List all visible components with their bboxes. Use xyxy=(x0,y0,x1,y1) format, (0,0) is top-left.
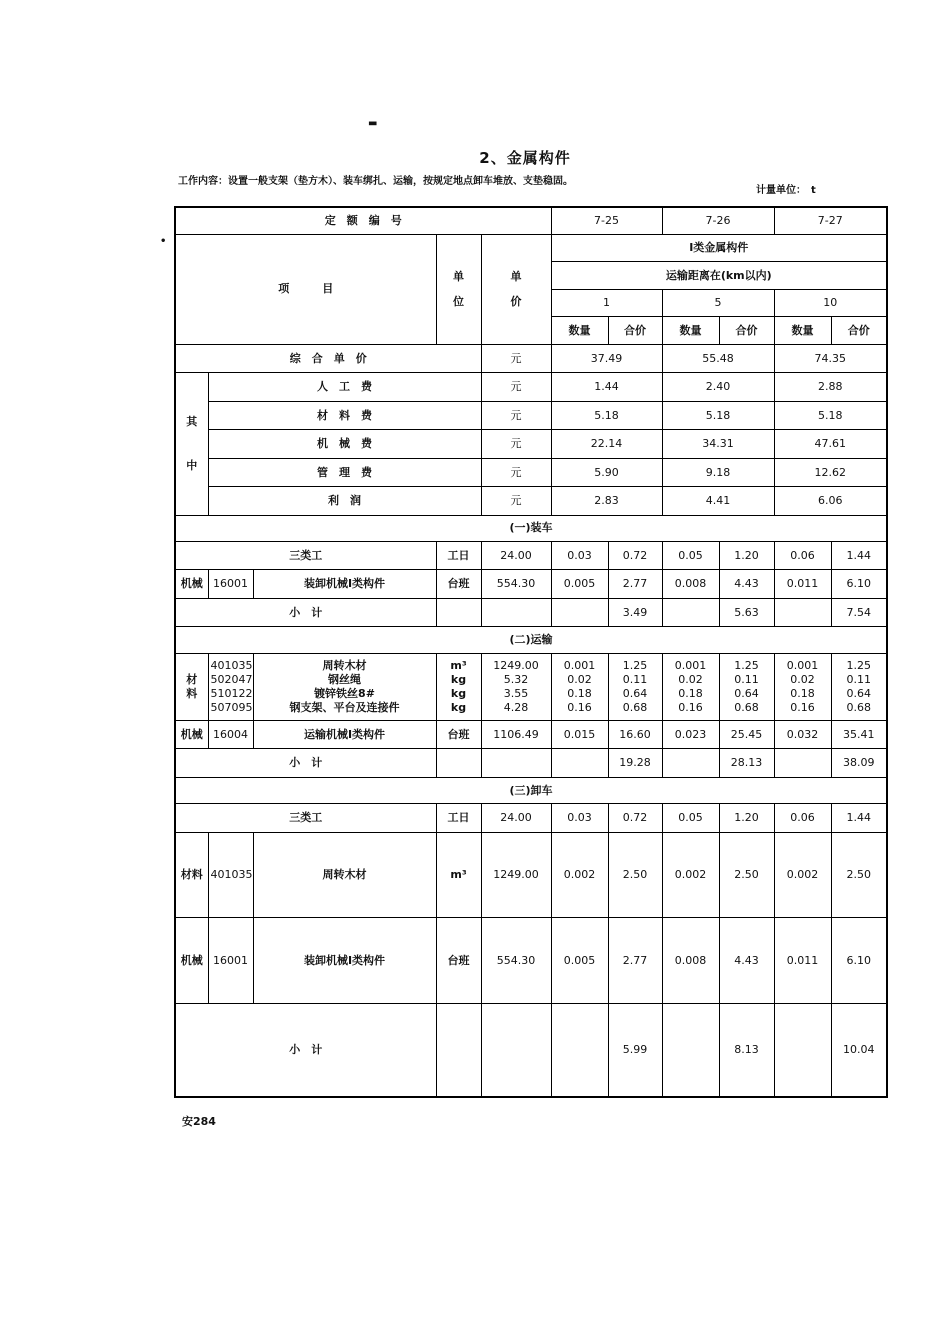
row-qty: 0.03 xyxy=(551,804,608,832)
cost-row-material xyxy=(175,401,887,429)
row-name: 运输机械Ⅰ类构件 xyxy=(253,720,436,748)
row-unit: m³ kg kg kg xyxy=(436,653,481,720)
row-name: 周转木材 钢丝绳 镀锌铁丝8# 钢支架、平台及连接件 xyxy=(253,653,436,720)
row-qty: 0.002 xyxy=(551,832,608,917)
row-qty: 0.011 xyxy=(774,918,831,1003)
row-code: 16004 xyxy=(208,720,253,748)
cost-unit: 元 xyxy=(481,401,551,429)
qty-header: 数量 xyxy=(662,317,719,344)
section-unloading xyxy=(175,777,887,803)
cost-value: 2.40 xyxy=(662,373,774,401)
category-label: Ⅰ类金属构件 xyxy=(551,234,887,261)
row-qty: 0.011 xyxy=(774,570,831,598)
transport-subtotal-row xyxy=(175,749,887,777)
row-total: 2.50 xyxy=(831,832,887,917)
qty-header: 数量 xyxy=(551,317,608,344)
subtotal-value: 28.13 xyxy=(719,749,774,777)
row-code: 16001 xyxy=(208,918,253,1003)
page-title: 2、金属构件 xyxy=(479,149,571,167)
row-total: 2.77 xyxy=(608,918,662,1003)
cost-value: 34.31 xyxy=(662,430,774,458)
row-qty: 0.001 0.02 0.18 0.16 xyxy=(551,653,608,720)
row-total: 25.45 xyxy=(719,720,774,748)
transport-machine-row xyxy=(175,720,887,748)
quota-table xyxy=(174,206,888,1098)
transport-material-row xyxy=(175,653,887,720)
unloading-subtotal-row xyxy=(175,1003,887,1097)
subtotal-label: 小 计 xyxy=(175,598,436,626)
cost-unit: 元 xyxy=(481,487,551,515)
total-header: 合价 xyxy=(608,317,662,344)
cost-value: 5.90 xyxy=(551,458,662,486)
row-qty: 0.002 xyxy=(774,832,831,917)
cost-unit: 元 xyxy=(481,373,551,401)
cost-value: 1.44 xyxy=(551,373,662,401)
cost-row-management xyxy=(175,458,887,486)
cost-label: 人 工 费 xyxy=(208,373,481,401)
row-category: 机械 xyxy=(175,720,208,748)
price-header: 单 价 xyxy=(481,234,551,344)
row-price: 554.30 xyxy=(481,570,551,598)
row-total: 4.43 xyxy=(719,918,774,1003)
cost-label: 材 料 费 xyxy=(208,401,481,429)
row-qty: 0.005 xyxy=(551,570,608,598)
distance-5: 5 xyxy=(662,289,774,316)
total-header: 合价 xyxy=(831,317,887,344)
code-7-27: 7-27 xyxy=(774,207,887,234)
row-total: 1.25 0.11 0.64 0.68 xyxy=(831,653,887,720)
row-qty: 0.001 0.02 0.18 0.16 xyxy=(774,653,831,720)
row-total: 1.25 0.11 0.64 0.68 xyxy=(608,653,662,720)
unloading-labor-row xyxy=(175,804,887,832)
row-price: 1249.00 xyxy=(481,832,551,917)
subtotal-value: 3.49 xyxy=(608,598,662,626)
row-total: 1.20 xyxy=(719,542,774,570)
row-total: 6.10 xyxy=(831,570,887,598)
work-content: 工作内容：设置一般支架（垫方木）、装车绑扎、运输，按规定地点卸车堆放、支垫稳固。 xyxy=(178,176,573,187)
section-transport xyxy=(175,627,887,653)
row-qty: 0.05 xyxy=(662,804,719,832)
row-total: 2.77 xyxy=(608,570,662,598)
row-name: 装卸机械Ⅰ类构件 xyxy=(253,570,436,598)
cost-row-labor xyxy=(175,373,887,401)
row-total: 1.44 xyxy=(831,542,887,570)
section-title: (三)卸车 xyxy=(175,777,887,803)
row-name: 装卸机械Ⅰ类构件 xyxy=(253,918,436,1003)
cost-value: 4.41 xyxy=(662,487,774,515)
labor-name: 三类工 xyxy=(175,804,436,832)
distance-10: 10 xyxy=(774,289,887,316)
cost-unit: 元 xyxy=(481,458,551,486)
loading-labor-row xyxy=(175,542,887,570)
row-qty: 0.008 xyxy=(662,570,719,598)
row-unit: 台班 xyxy=(436,720,481,748)
code-7-26: 7-26 xyxy=(662,207,774,234)
cost-value: 9.18 xyxy=(662,458,774,486)
loading-subtotal-row xyxy=(175,598,887,626)
cost-value: 5.18 xyxy=(774,401,887,429)
row-unit: 台班 xyxy=(436,918,481,1003)
subtotal-value: 10.04 xyxy=(831,1003,887,1097)
composite-label: 综 合 单 价 xyxy=(175,344,481,372)
unit-header: 单 位 xyxy=(436,234,481,344)
cost-label: 管 理 费 xyxy=(208,458,481,486)
row-qty: 0.032 xyxy=(774,720,831,748)
scan-mark: • xyxy=(160,236,167,247)
among-label: 其 中 xyxy=(175,373,208,515)
row-qty: 0.023 xyxy=(662,720,719,748)
row-total: 2.50 xyxy=(719,832,774,917)
cost-value: 22.14 xyxy=(551,430,662,458)
row-category: 机械 xyxy=(175,570,208,598)
subtotal-label: 小 计 xyxy=(175,1003,436,1097)
total-header: 合价 xyxy=(719,317,774,344)
row-qty: 0.001 0.02 0.18 0.16 xyxy=(662,653,719,720)
subtotal-label: 小 计 xyxy=(175,749,436,777)
code-7-25: 7-25 xyxy=(551,207,662,234)
item-label: 项 目 xyxy=(175,234,436,344)
section-loading xyxy=(175,515,887,541)
cost-label: 利 润 xyxy=(208,487,481,515)
row-total: 1.44 xyxy=(831,804,887,832)
row-unit: m³ xyxy=(436,832,481,917)
row-total: 4.43 xyxy=(719,570,774,598)
cost-value: 2.88 xyxy=(774,373,887,401)
row-total: 16.60 xyxy=(608,720,662,748)
header-category-row xyxy=(175,234,887,261)
composite-unit: 元 xyxy=(481,344,551,372)
row-qty: 0.002 xyxy=(662,832,719,917)
row-price: 24.00 xyxy=(481,804,551,832)
cost-row-machine xyxy=(175,430,887,458)
row-qty: 0.015 xyxy=(551,720,608,748)
row-name: 周转木材 xyxy=(253,832,436,917)
row-qty: 0.005 xyxy=(551,918,608,1003)
subtotal-value: 19.28 xyxy=(608,749,662,777)
row-code: 401035 xyxy=(208,832,253,917)
distance-label: 运输距离在(km以内) xyxy=(551,262,887,289)
labor-name: 三类工 xyxy=(175,542,436,570)
composite-value: 55.48 xyxy=(662,344,774,372)
subtotal-value: 5.63 xyxy=(719,598,774,626)
cost-value: 2.83 xyxy=(551,487,662,515)
row-code: 401035 502047 510122 507095 xyxy=(208,653,253,720)
row-code: 16001 xyxy=(208,570,253,598)
row-unit: 台班 xyxy=(436,570,481,598)
row-total: 6.10 xyxy=(831,918,887,1003)
composite-price-row xyxy=(175,344,887,372)
cost-unit: 元 xyxy=(481,430,551,458)
row-qty: 0.06 xyxy=(774,542,831,570)
row-total: 2.50 xyxy=(608,832,662,917)
section-title: (一)装车 xyxy=(175,515,887,541)
header-code-row xyxy=(175,207,887,234)
composite-value: 74.35 xyxy=(774,344,887,372)
composite-value: 37.49 xyxy=(551,344,662,372)
distance-1: 1 xyxy=(551,289,662,316)
cost-row-profit xyxy=(175,487,887,515)
cost-value: 5.18 xyxy=(551,401,662,429)
loading-machine-row xyxy=(175,570,887,598)
subtotal-value: 7.54 xyxy=(831,598,887,626)
row-category: 机械 xyxy=(175,918,208,1003)
row-total: 35.41 xyxy=(831,720,887,748)
subtotal-value: 8.13 xyxy=(719,1003,774,1097)
row-category: 材 料 xyxy=(175,653,208,720)
row-total: 0.72 xyxy=(608,542,662,570)
unloading-machine-row xyxy=(175,918,887,1003)
section-title: (二)运输 xyxy=(175,627,887,653)
page-number: 安284 xyxy=(182,1115,216,1128)
cost-value: 6.06 xyxy=(774,487,887,515)
qty-header: 数量 xyxy=(774,317,831,344)
row-price: 1249.00 5.32 3.55 4.28 xyxy=(481,653,551,720)
measure-unit: 计量单位： t xyxy=(756,185,816,196)
row-qty: 0.05 xyxy=(662,542,719,570)
cost-value: 12.62 xyxy=(774,458,887,486)
unloading-material-row xyxy=(175,832,887,917)
row-total: 0.72 xyxy=(608,804,662,832)
quota-code-label: 定 额 编 号 xyxy=(175,207,551,234)
row-qty: 0.008 xyxy=(662,918,719,1003)
cost-value: 5.18 xyxy=(662,401,774,429)
row-price: 24.00 xyxy=(481,542,551,570)
row-total: 1.25 0.11 0.64 0.68 xyxy=(719,653,774,720)
row-category: 材料 xyxy=(175,832,208,917)
row-total: 1.20 xyxy=(719,804,774,832)
row-qty: 0.06 xyxy=(774,804,831,832)
cost-label: 机 械 费 xyxy=(208,430,481,458)
row-unit: 工日 xyxy=(436,542,481,570)
scan-mark: ▬ xyxy=(368,118,378,129)
row-price: 1106.49 xyxy=(481,720,551,748)
row-qty: 0.03 xyxy=(551,542,608,570)
cost-value: 47.61 xyxy=(774,430,887,458)
subtotal-value: 5.99 xyxy=(608,1003,662,1097)
row-unit: 工日 xyxy=(436,804,481,832)
row-price: 554.30 xyxy=(481,918,551,1003)
subtotal-value: 38.09 xyxy=(831,749,887,777)
